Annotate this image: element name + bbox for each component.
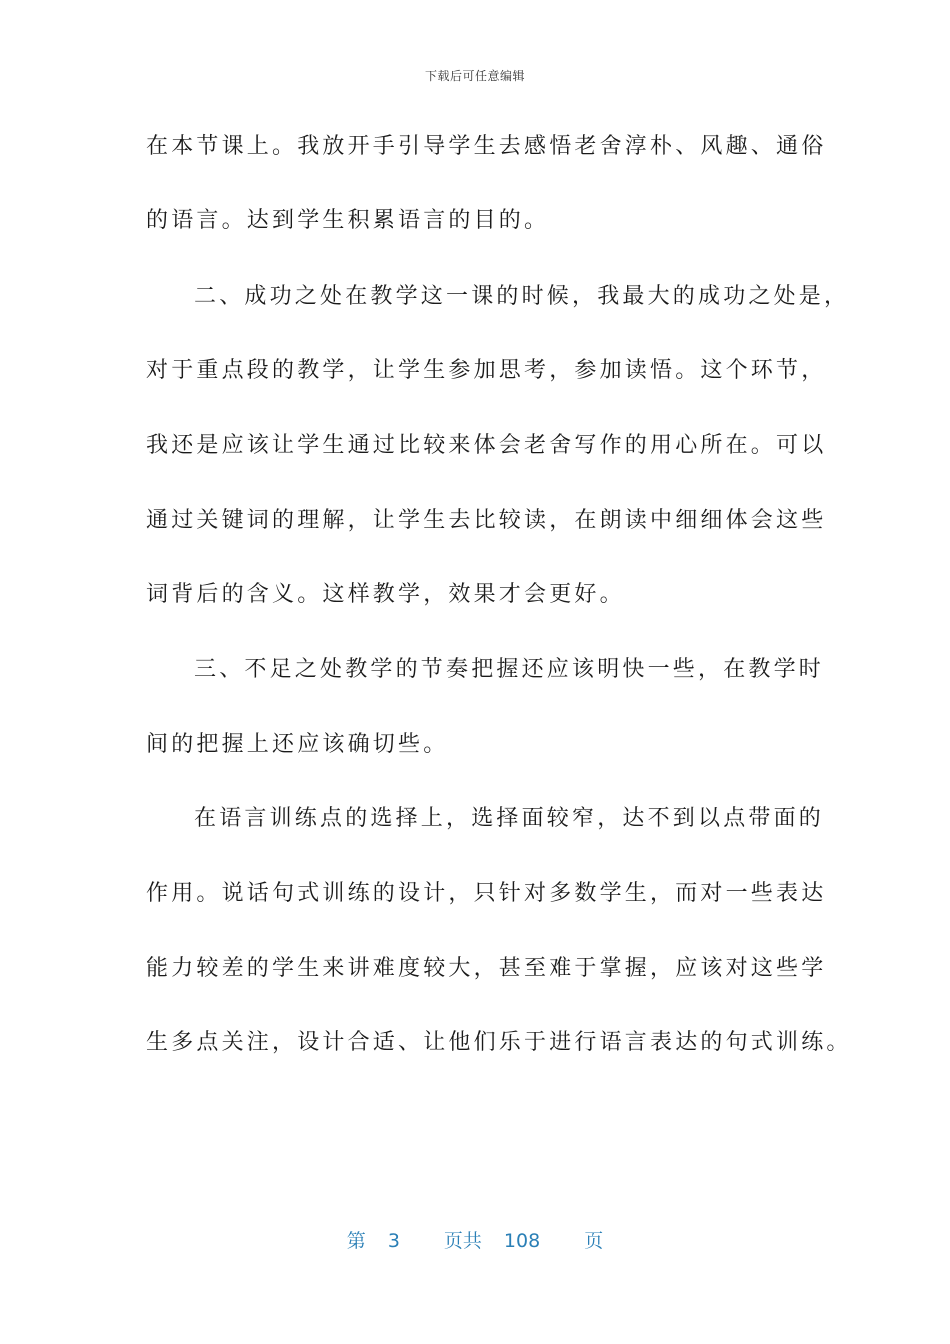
page-footer	[0, 1226, 950, 1253]
page-header-note: 下载后可任意编辑	[424, 69, 525, 83]
paragraph-line: 三、不足之处教学的节奏把握还应该明快一些，在教学时	[194, 657, 825, 682]
paragraph-line: 能力较差的学生来讲难度较大，甚至难于掌握，应该对这些学	[146, 956, 827, 981]
paragraph-line: 生多点关注，设计合适、让他们乐于进行语言表达的句式训练。	[146, 1030, 852, 1055]
paragraph-line: 词背后的含义。这样教学，效果才会更好。	[146, 582, 625, 607]
footer-middle: 页共	[443, 1230, 482, 1252]
footer-prefix: 第	[346, 1230, 366, 1252]
paragraph-line: 通过关键词的理解，让学生去比较读，在朗读中细细体会这些	[146, 508, 827, 533]
footer-total-pages: 108	[503, 1230, 541, 1252]
footer-page-number: 3	[387, 1230, 400, 1252]
paragraph-line: 的语言。达到学生积累语言的目的。	[146, 208, 550, 233]
paragraph-line: 作用。说话句式训练的设计，只针对多数学生，而对一些表达	[146, 881, 827, 906]
paragraph-line: 我还是应该让学生通过比较来体会老舍写作的用心所在。可以	[146, 433, 827, 458]
paragraph-line: 对于重点段的教学，让学生参加思考，参加读悟。这个环节，	[146, 358, 827, 383]
paragraph-line: 间的把握上还应该确切些。	[146, 732, 449, 757]
paragraph-line: 二、成功之处在教学这一课的时候，我最大的成功之处是，	[194, 284, 850, 309]
footer-suffix: 页	[584, 1230, 604, 1252]
paragraph-line: 在语言训练点的选择上，选择面较窄，达不到以点带面的	[194, 806, 825, 831]
paragraph-line: 在本节课上。我放开手引导学生去感悟老舍淳朴、风趣、通俗	[146, 134, 827, 159]
